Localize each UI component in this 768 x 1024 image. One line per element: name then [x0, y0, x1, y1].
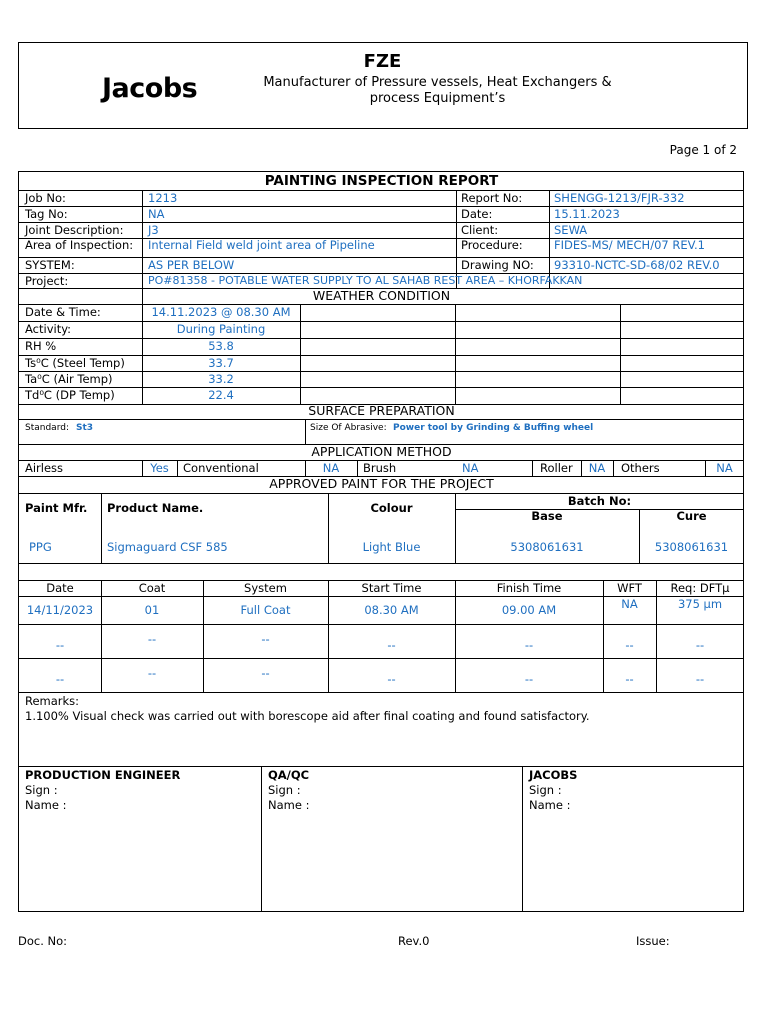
weather-value: 33.2 — [208, 372, 234, 386]
surface-heading: SURFACE PREPARATION — [308, 403, 455, 418]
airless-value: Yes — [150, 461, 169, 475]
coat-cell: -- — [261, 632, 270, 646]
weather-value: 53.8 — [208, 339, 234, 353]
remarks-label: Remarks: — [25, 694, 80, 708]
company-subtitle-line1: Manufacturer of Pressure vessels, Heat Exchangers & — [263, 75, 612, 90]
weather-heading: WEATHER CONDITION — [312, 288, 451, 303]
sign-label: Sign : — [529, 783, 562, 797]
product-name-header: Product Name. — [107, 501, 204, 515]
sign-label: Sign : — [268, 783, 301, 797]
name-label: Name : — [268, 798, 310, 812]
area-label: Area of Inspection: — [25, 238, 134, 252]
colour-value: Light Blue — [362, 540, 421, 554]
procedure-label: Procedure: — [461, 238, 523, 252]
coat-cell: -- — [147, 666, 157, 680]
standard-value: St3 — [76, 423, 94, 433]
conventional-value: NA — [322, 461, 340, 475]
coat-col-header: System — [244, 581, 287, 595]
coat-cell: 375 µm — [677, 597, 723, 611]
abrasive-value: Power tool by Grinding & Buffing wheel — [393, 423, 594, 433]
doc-no-label: Doc. No: — [18, 934, 68, 948]
coat-cell: -- — [55, 672, 65, 686]
coat-col-header: Req: DFTµ — [670, 581, 730, 595]
coat-col-header: Start Time — [361, 581, 422, 595]
tag-no-value: NA — [148, 207, 165, 221]
report-no-label: Report No: — [461, 191, 523, 205]
coat-cell: -- — [55, 638, 65, 652]
coat-cell: -- — [387, 638, 396, 652]
coat-cell: -- — [261, 666, 270, 680]
sign-label: Sign : — [25, 783, 58, 797]
client-value: SEWA — [554, 223, 588, 237]
revision-label: Rev.0 — [398, 934, 430, 948]
cure-value: 5308061631 — [654, 540, 729, 554]
company-subtitle-line2: process Equipment’s — [369, 91, 506, 106]
conventional-label: Conventional — [183, 461, 259, 475]
others-value: NA — [716, 461, 733, 475]
roller-label: Roller — [540, 461, 573, 475]
company-header — [18, 42, 748, 129]
weather-value: 14.11.2023 @ 08.30 AM — [151, 305, 291, 319]
product-name-value: Sigmaguard CSF 585 — [107, 540, 228, 554]
signature-role: PRODUCTION ENGINEER — [25, 768, 181, 782]
project-label: Project: — [25, 274, 69, 288]
issue-label: Issue: — [636, 934, 670, 948]
coat-cell: -- — [524, 638, 534, 652]
drawing-no-value: 93310-NCTC-SD-68/02 REV.0 — [554, 258, 720, 272]
signature-role: JACOBS — [529, 768, 578, 782]
coat-cell: NA — [621, 597, 638, 611]
brush-label: Brush — [363, 461, 397, 475]
coat-col-header: Finish Time — [496, 581, 562, 595]
cure-header: Cure — [676, 509, 707, 523]
coat-cell: 08.30 AM — [364, 603, 419, 617]
coat-col-header: WFT — [617, 581, 642, 595]
roller-value: NA — [588, 461, 606, 475]
drawing-no-label: Drawing NO: — [461, 258, 534, 272]
weather-value: 22.4 — [208, 388, 234, 402]
coat-cell: 01 — [144, 603, 160, 617]
coat-cell: -- — [387, 672, 396, 686]
report-title: PAINTING INSPECTION REPORT — [264, 173, 499, 189]
date-value: 15.11.2023 — [554, 207, 620, 221]
weather-label: Activity: — [25, 322, 72, 336]
base-header: Base — [531, 509, 563, 523]
procedure-value: FIDES-MS/ MECH/07 REV.1 — [554, 238, 705, 252]
paint-heading: APPROVED PAINT FOR THE PROJECT — [269, 476, 494, 491]
joint-description-label: Joint Description: — [25, 223, 124, 237]
system-label: SYSTEM: — [25, 258, 75, 272]
abrasive-label: Size Of Abrasive: — [310, 423, 387, 433]
joint-description-value: J3 — [148, 223, 159, 237]
brush-value: NA — [462, 461, 479, 475]
company-name: FZE — [363, 51, 402, 72]
weather-label: Td⁰C (DP Temp) — [25, 388, 115, 402]
paint-mfr-header: Paint Mfr. — [25, 501, 88, 515]
coat-cell: -- — [524, 672, 534, 686]
others-label: Others — [621, 461, 660, 475]
coat-cell: -- — [695, 672, 705, 686]
coat-cell: -- — [625, 638, 634, 652]
project-value: PO#81358 - POTABLE WATER SUPPLY TO AL SAHAB REST AREA – KHORFAKKAN — [148, 274, 583, 287]
coat-col-header: Coat — [138, 581, 166, 595]
weather-label: Date & Time: — [25, 305, 101, 319]
coat-cell: -- — [625, 672, 634, 686]
weather-value: During Painting — [176, 322, 266, 336]
page-number: Page 1 of 2 — [669, 143, 737, 157]
base-value: 5308061631 — [510, 540, 584, 554]
airless-label: Airless — [25, 461, 64, 475]
report-no-value: SHENGG-1213/FJR-332 — [554, 191, 685, 205]
coat-cell: -- — [147, 632, 157, 646]
coat-cell: 09.00 AM — [501, 603, 557, 617]
tag-no-label: Tag No: — [25, 207, 68, 221]
name-label: Name : — [529, 798, 571, 812]
inspection-report-form — [18, 171, 744, 912]
signature-role: QA/QC — [268, 768, 310, 782]
standard-label: Standard: — [25, 423, 69, 433]
job-no-label: Job No: — [25, 191, 66, 205]
date-label: Date: — [461, 207, 493, 221]
jacobs-logo: Jacobs — [102, 73, 198, 104]
paint-mfr-value: PPG — [29, 540, 52, 554]
weather-label: Ts⁰C (Steel Temp) — [25, 356, 125, 370]
coat-cell: 14/11/2023 — [26, 603, 94, 617]
client-label: Client: — [461, 223, 499, 237]
weather-label: Ta⁰C (Air Temp) — [25, 372, 113, 386]
application-heading: APPLICATION METHOD — [311, 444, 452, 459]
job-no-value: 1213 — [148, 191, 178, 205]
coat-col-header: Date — [46, 581, 74, 595]
weather-label: RH % — [25, 339, 57, 353]
system-value: AS PER BELOW — [148, 258, 235, 272]
coat-cell: Full Coat — [240, 603, 291, 617]
remarks-text: 1.100% Visual check was carried out with borescope aid after final coating and found satisfactory. — [25, 709, 590, 723]
area-value: Internal Field weld joint area of Pipeline — [148, 238, 375, 252]
weather-value: 33.7 — [208, 356, 234, 370]
batch-no-header: Batch No: — [567, 494, 632, 508]
colour-header: Colour — [370, 501, 413, 515]
coat-cell: -- — [695, 638, 705, 652]
name-label: Name : — [25, 798, 67, 812]
